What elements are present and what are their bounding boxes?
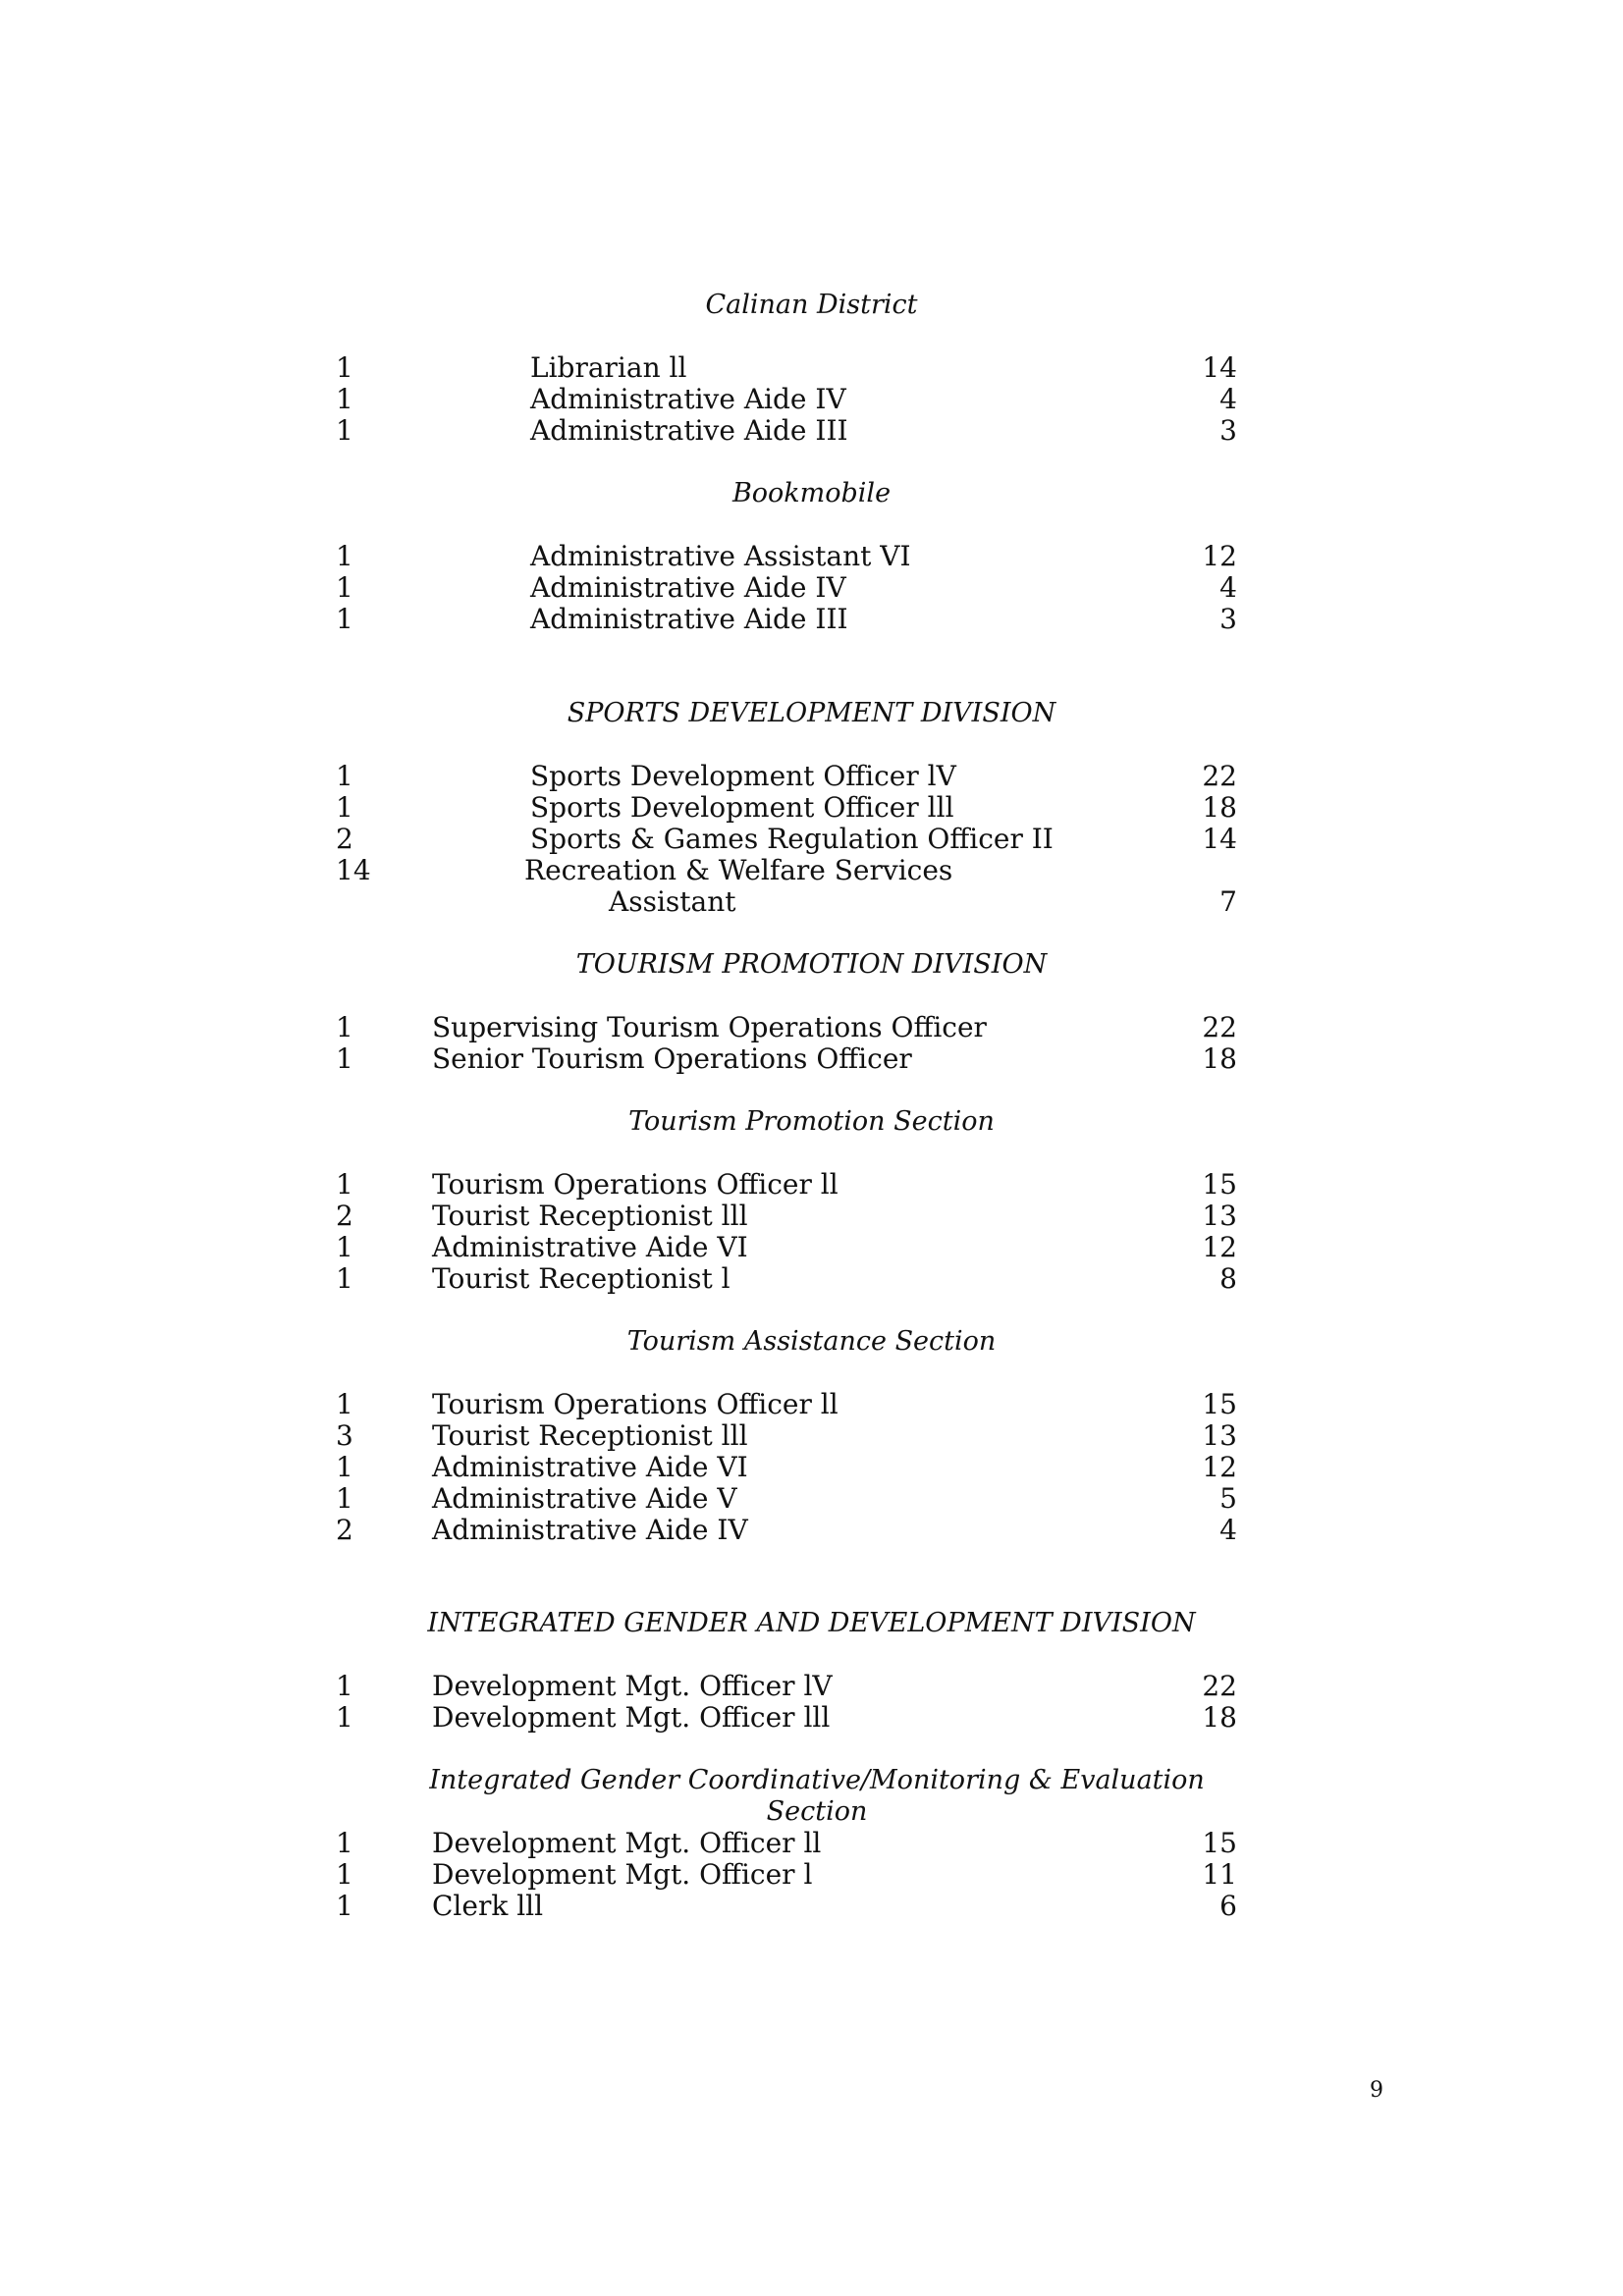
row-position-title: Supervising Tourism Operations Officer <box>432 1011 987 1043</box>
table-row <box>0 1389 1623 1420</box>
row-salary-grade: 18 <box>1202 1701 1237 1734</box>
row-quantity: 14 <box>336 854 371 886</box>
table-row-continuation <box>0 886 1623 918</box>
row-salary-grade: 15 <box>1202 1168 1237 1201</box>
section-heading-sports-development-division: SPORTS DEVELOPMENT DIVISION <box>567 698 1056 728</box>
row-quantity: 1 <box>336 414 353 447</box>
row-salary-grade: 12 <box>1202 1451 1237 1483</box>
row-position-title: Administrative Aide VI <box>432 1451 748 1483</box>
row-position-title: Clerk lll <box>432 1890 544 1922</box>
section-heading-integrated-gender-development-division: INTEGRATED GENDER AND DEVELOPMENT DIVISION <box>427 1608 1196 1638</box>
row-quantity: 2 <box>336 1200 353 1232</box>
table-row <box>0 1515 1623 1546</box>
table-row <box>0 1169 1623 1201</box>
row-quantity: 1 <box>336 1262 353 1295</box>
row-quantity: 1 <box>336 760 353 792</box>
table-row <box>0 1232 1623 1263</box>
row-position-title: Tourist Receptionist lll <box>432 1419 748 1452</box>
row-salary-grade: 12 <box>1202 540 1237 572</box>
row-position-title: Administrative Aide VI <box>432 1231 748 1263</box>
row-salary-grade: 4 <box>1219 1514 1237 1546</box>
table-row <box>0 415 1623 447</box>
row-salary-grade: 4 <box>1219 383 1237 415</box>
row-position-title: Development Mgt. Officer l <box>432 1858 813 1891</box>
table-row <box>0 352 1623 384</box>
row-quantity: 1 <box>336 1011 353 1043</box>
row-salary-grade: 3 <box>1219 414 1237 447</box>
row-quantity: 1 <box>336 1670 353 1702</box>
section-heading-tourism-promotion-division: TOURISM PROMOTION DIVISION <box>575 949 1048 980</box>
row-position-title: Tourism Operations Officer ll <box>432 1388 839 1420</box>
row-quantity: 2 <box>336 1514 353 1546</box>
row-position-title: Administrative Aide IV <box>530 383 846 415</box>
table-row <box>0 1043 1623 1075</box>
row-position-title: Administrative Aide IV <box>530 571 846 604</box>
row-quantity: 1 <box>336 1701 353 1734</box>
row-position-title: Librarian ll <box>530 351 687 384</box>
section-heading-tourism-promotion-section: Tourism Promotion Section <box>628 1106 995 1137</box>
table-row <box>0 824 1623 855</box>
row-salary-grade: 13 <box>1202 1419 1237 1452</box>
row-salary-grade: 11 <box>1202 1858 1237 1891</box>
table-row <box>0 1263 1623 1295</box>
table-row <box>0 1483 1623 1515</box>
row-salary-grade: 5 <box>1219 1482 1237 1515</box>
table-row <box>0 1012 1623 1043</box>
row-quantity: 1 <box>336 1168 353 1201</box>
row-position-title: Administrative Aide V <box>432 1482 737 1515</box>
row-salary-grade: 14 <box>1202 351 1237 384</box>
row-position-title: Development Mgt. Officer lV <box>432 1670 833 1702</box>
row-position-title: Administrative Aide III <box>530 414 848 447</box>
row-position-title: Tourism Operations Officer ll <box>432 1168 839 1201</box>
row-position-title: Sports Development Officer lV <box>530 760 956 792</box>
row-quantity: 1 <box>336 1388 353 1420</box>
row-position-title: Administrative Assistant VI <box>530 540 911 572</box>
row-salary-grade: 3 <box>1219 603 1237 635</box>
row-salary-grade: 6 <box>1219 1890 1237 1922</box>
table-row <box>0 1671 1623 1702</box>
row-salary-grade: 4 <box>1219 571 1237 604</box>
row-quantity: 1 <box>336 1890 353 1922</box>
row-position-title: Recreation & Welfare Services <box>524 854 953 886</box>
row-position-title: Tourist Receptionist lll <box>432 1200 748 1232</box>
table-row <box>0 384 1623 415</box>
row-position-title: Development Mgt. Officer ll <box>432 1827 822 1859</box>
row-position-title: Senior Tourism Operations Officer <box>432 1042 912 1075</box>
table-row <box>0 761 1623 792</box>
row-quantity: 1 <box>336 1858 353 1891</box>
page-number: 9 <box>1370 2078 1383 2103</box>
table-row <box>0 1452 1623 1483</box>
row-position-title: Development Mgt. Officer lll <box>432 1701 831 1734</box>
row-salary-grade: 22 <box>1202 760 1237 792</box>
row-salary-grade: 22 <box>1202 1011 1237 1043</box>
table-row <box>0 855 1623 886</box>
row-position-title: Sports & Games Regulation Officer II <box>530 823 1054 855</box>
row-position-title: Tourist Receptionist l <box>432 1262 730 1295</box>
row-salary-grade: 18 <box>1202 1042 1237 1075</box>
section-heading-calinan-district: Calinan District <box>705 290 918 320</box>
row-salary-grade: 13 <box>1202 1200 1237 1232</box>
row-quantity: 1 <box>336 351 353 384</box>
table-row <box>0 1702 1623 1734</box>
section-heading-bookmobile: Bookmobile <box>731 478 892 508</box>
table-row <box>0 792 1623 824</box>
table-row <box>0 572 1623 604</box>
table-row <box>0 604 1623 635</box>
row-salary-grade: 15 <box>1202 1388 1237 1420</box>
row-salary-grade: 8 <box>1219 1262 1237 1295</box>
row-quantity: 3 <box>336 1419 353 1452</box>
table-row <box>0 1828 1623 1859</box>
row-salary-grade: 15 <box>1202 1827 1237 1859</box>
row-quantity: 1 <box>336 603 353 635</box>
row-salary-grade: 22 <box>1202 1670 1237 1702</box>
row-quantity: 1 <box>336 571 353 604</box>
table-row <box>0 541 1623 572</box>
row-quantity: 1 <box>336 1827 353 1859</box>
row-quantity: 1 <box>336 1451 353 1483</box>
row-quantity: 1 <box>336 1042 353 1075</box>
row-quantity: 2 <box>336 823 353 855</box>
row-position-title: Administrative Aide IV <box>432 1514 748 1546</box>
table-row <box>0 1891 1623 1922</box>
row-salary-grade: 18 <box>1202 791 1237 824</box>
row-position-title-continued: Assistant <box>609 885 736 918</box>
row-quantity: 1 <box>336 791 353 824</box>
row-quantity: 1 <box>336 1482 353 1515</box>
table-row <box>0 1859 1623 1891</box>
section-heading-tourism-assistance-section: Tourism Assistance Section <box>626 1326 997 1357</box>
section-heading-integrated-gender-monitoring-evaluation: Integrated Gender Coordinative/Monitoring & Evaluation Section <box>429 1765 1205 1827</box>
table-row <box>0 1201 1623 1232</box>
table-row <box>0 1420 1623 1452</box>
row-quantity: 1 <box>336 383 353 415</box>
row-quantity: 1 <box>336 540 353 572</box>
row-salary-grade: 7 <box>1219 885 1237 918</box>
row-salary-grade: 14 <box>1202 823 1237 855</box>
row-position-title: Sports Development Officer lll <box>530 791 954 824</box>
row-position-title: Administrative Aide III <box>530 603 848 635</box>
row-salary-grade: 12 <box>1202 1231 1237 1263</box>
row-quantity: 1 <box>336 1231 353 1263</box>
